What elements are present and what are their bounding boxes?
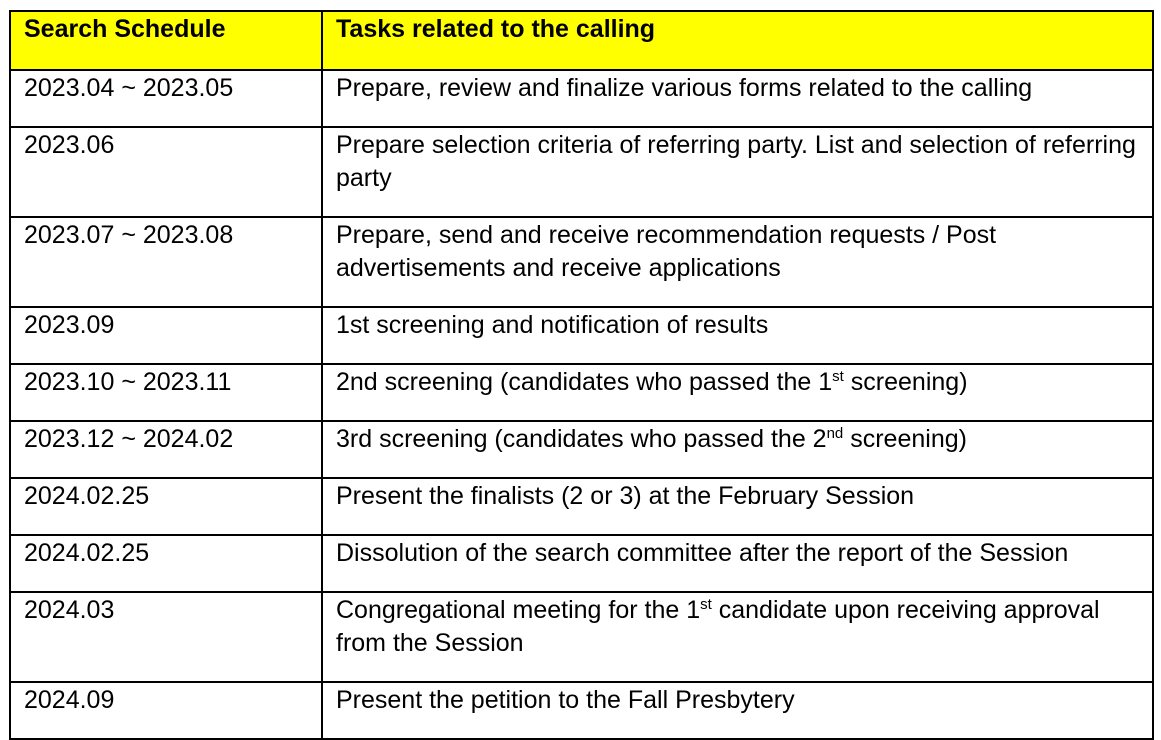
table-row bbox=[10, 127, 1153, 217]
schedule-task: Present the petition to the Fall Presbytery bbox=[322, 682, 1153, 739]
schedule-date: 2023.10 ~ 2023.11 bbox=[10, 364, 322, 421]
search-schedule-table bbox=[9, 10, 1154, 740]
task-text: screening) bbox=[843, 368, 968, 396]
schedule-date: 2023.06 bbox=[10, 127, 322, 217]
table-header-row bbox=[10, 11, 1153, 70]
schedule-task: Prepare selection criteria of referring party. List and selection of referring party bbox=[322, 127, 1153, 217]
schedule-date: 2024.09 bbox=[10, 682, 322, 739]
schedule-task bbox=[322, 592, 1153, 682]
table-row bbox=[10, 364, 1153, 421]
task-text: Congregational meeting for the 1 bbox=[336, 596, 701, 624]
table-row bbox=[10, 307, 1153, 364]
schedule-date: 2023.12 ~ 2024.02 bbox=[10, 421, 322, 478]
table-row bbox=[10, 217, 1153, 307]
schedule-date: 2023.09 bbox=[10, 307, 322, 364]
schedule-date: 2023.07 ~ 2023.08 bbox=[10, 217, 322, 307]
schedule-date: 2024.02.25 bbox=[10, 535, 322, 592]
table-row bbox=[10, 421, 1153, 478]
schedule-date: 2024.03 bbox=[10, 592, 322, 682]
header-tasks: Tasks related to the calling bbox=[322, 11, 1153, 70]
schedule-date: 2023.04 ~ 2023.05 bbox=[10, 70, 322, 127]
task-text: 2nd screening (candidates who passed the 1 bbox=[336, 368, 833, 396]
table-row bbox=[10, 70, 1153, 127]
header-search-schedule: Search Schedule bbox=[10, 11, 322, 70]
ordinal-suffix: st bbox=[700, 596, 712, 613]
ordinal-suffix: st bbox=[832, 368, 844, 385]
task-text: screening) bbox=[843, 425, 967, 453]
schedule-task: Prepare, send and receive recommendation requests / Post advertisements and receive applications bbox=[322, 217, 1153, 307]
task-text: 3rd screening (candidates who passed the 2 bbox=[336, 425, 827, 453]
ordinal-suffix: nd bbox=[826, 425, 844, 442]
schedule-task: Dissolution of the search committee after the report of the Session bbox=[322, 535, 1153, 592]
schedule-task: 1st screening and notification of results bbox=[322, 307, 1153, 364]
table-row bbox=[10, 478, 1153, 535]
schedule-task: Present the finalists (2 or 3) at the February Session bbox=[322, 478, 1153, 535]
table-row bbox=[10, 592, 1153, 682]
schedule-task bbox=[322, 364, 1153, 421]
table-row bbox=[10, 535, 1153, 592]
schedule-date: 2024.02.25 bbox=[10, 478, 322, 535]
table-row bbox=[10, 682, 1153, 739]
schedule-task: Prepare, review and finalize various forms related to the calling bbox=[322, 70, 1153, 127]
schedule-task bbox=[322, 421, 1153, 478]
task-text: candidate upon receiving approval from the Session bbox=[336, 596, 1100, 657]
